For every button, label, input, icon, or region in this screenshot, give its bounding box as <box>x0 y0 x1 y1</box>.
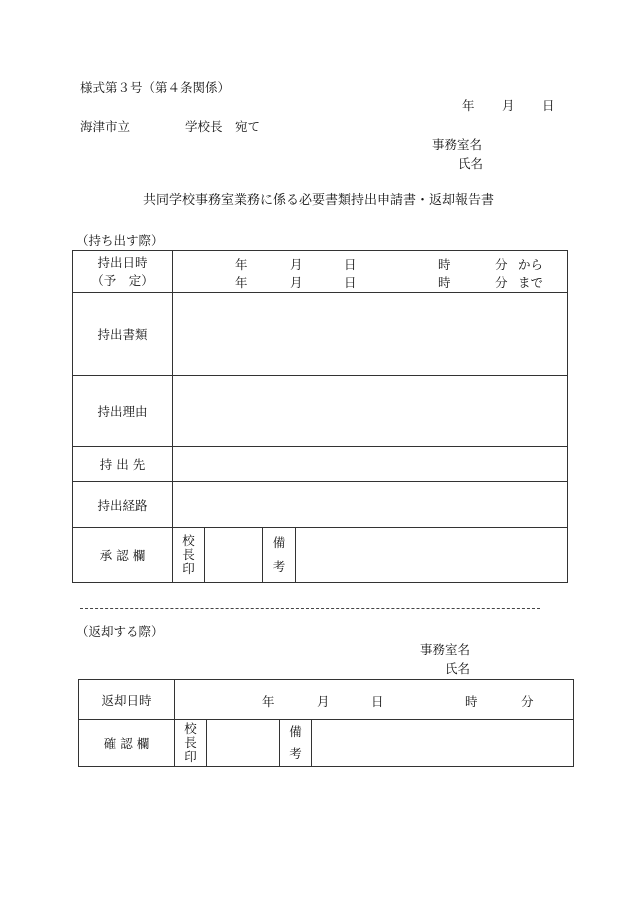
approval-label: 承 認 欄 <box>73 528 173 583</box>
header-date-day: 日 <box>542 98 555 113</box>
until-day: 日 <box>344 274 357 290</box>
until-month: 月 <box>290 274 303 290</box>
addressee-title: 学校長 宛て <box>185 119 261 134</box>
return-principal-seal-field[interactable] <box>207 720 280 767</box>
remarks-label: 備考 <box>272 535 286 574</box>
checkout-section-label: （持ち出す際） <box>76 233 164 248</box>
return-minute: 分 <box>521 693 534 709</box>
return-datetime-label: 返却日時 <box>79 680 175 720</box>
from-year: 年 <box>235 256 248 272</box>
return-datetime-field[interactable] <box>175 680 574 720</box>
checkout-table <box>72 250 568 583</box>
principal-seal-label: 校長印 <box>182 533 195 576</box>
return-hour: 時 <box>465 693 478 709</box>
until-hour: 時 <box>438 274 451 290</box>
checkout-datetime-label-cell <box>73 251 173 293</box>
document-title: 共同学校事務室業務に係る必要書類持出申請書・返却報告書 <box>143 193 495 208</box>
destination-label: 持 出 先 <box>73 447 173 482</box>
from-day: 日 <box>344 256 357 272</box>
checkout-datetime-label: 持出日時 <box>97 254 148 270</box>
return-month: 月 <box>317 693 330 709</box>
addressee-org: 海津市立 <box>80 119 131 134</box>
reason-label: 持出理由 <box>73 376 173 447</box>
return-remarks-label: 備考 <box>289 724 302 761</box>
header-date-year: 年 <box>462 98 475 113</box>
confirmation-label: 確 認 欄 <box>79 720 175 767</box>
until-minute: 分 <box>495 274 508 290</box>
documents-label: 持出書類 <box>73 293 173 376</box>
checkout-datetime-planned-label: （予 定） <box>91 272 154 288</box>
person-name-label: 氏名 <box>458 156 484 171</box>
return-person-name-label: 氏名 <box>445 661 471 676</box>
return-year: 年 <box>262 693 275 709</box>
until-year: 年 <box>235 274 248 290</box>
from-suffix: から <box>518 256 544 272</box>
until-suffix: まで <box>518 274 544 290</box>
return-section-label: （返却する際） <box>76 624 164 639</box>
office-name-label: 事務室名 <box>432 137 483 152</box>
documents-field[interactable] <box>173 293 568 376</box>
route-label: 持出経路 <box>73 482 173 528</box>
cut-line-divider <box>80 608 540 609</box>
principal-seal-label-cell <box>173 528 205 583</box>
reason-field[interactable] <box>173 376 568 447</box>
return-table <box>78 679 574 767</box>
return-remarks-label-cell <box>280 720 312 767</box>
from-hour: 時 <box>438 256 451 272</box>
remarks-field[interactable] <box>296 528 568 583</box>
destination-field[interactable] <box>173 447 568 482</box>
return-day: 日 <box>371 693 384 709</box>
route-field[interactable] <box>173 482 568 528</box>
return-principal-seal-label-cell <box>175 720 207 767</box>
from-month: 月 <box>290 256 303 272</box>
return-principal-seal-label: 校長印 <box>184 721 197 764</box>
from-minute: 分 <box>495 256 508 272</box>
return-office-name-label: 事務室名 <box>420 642 471 657</box>
header-date-month: 月 <box>502 98 515 113</box>
principal-seal-field[interactable] <box>205 528 263 583</box>
remarks-label-cell <box>263 528 296 583</box>
checkout-datetime-field[interactable] <box>173 251 568 293</box>
return-remarks-field[interactable] <box>312 720 574 767</box>
form-number: 様式第３号（第４条関係） <box>80 80 231 95</box>
